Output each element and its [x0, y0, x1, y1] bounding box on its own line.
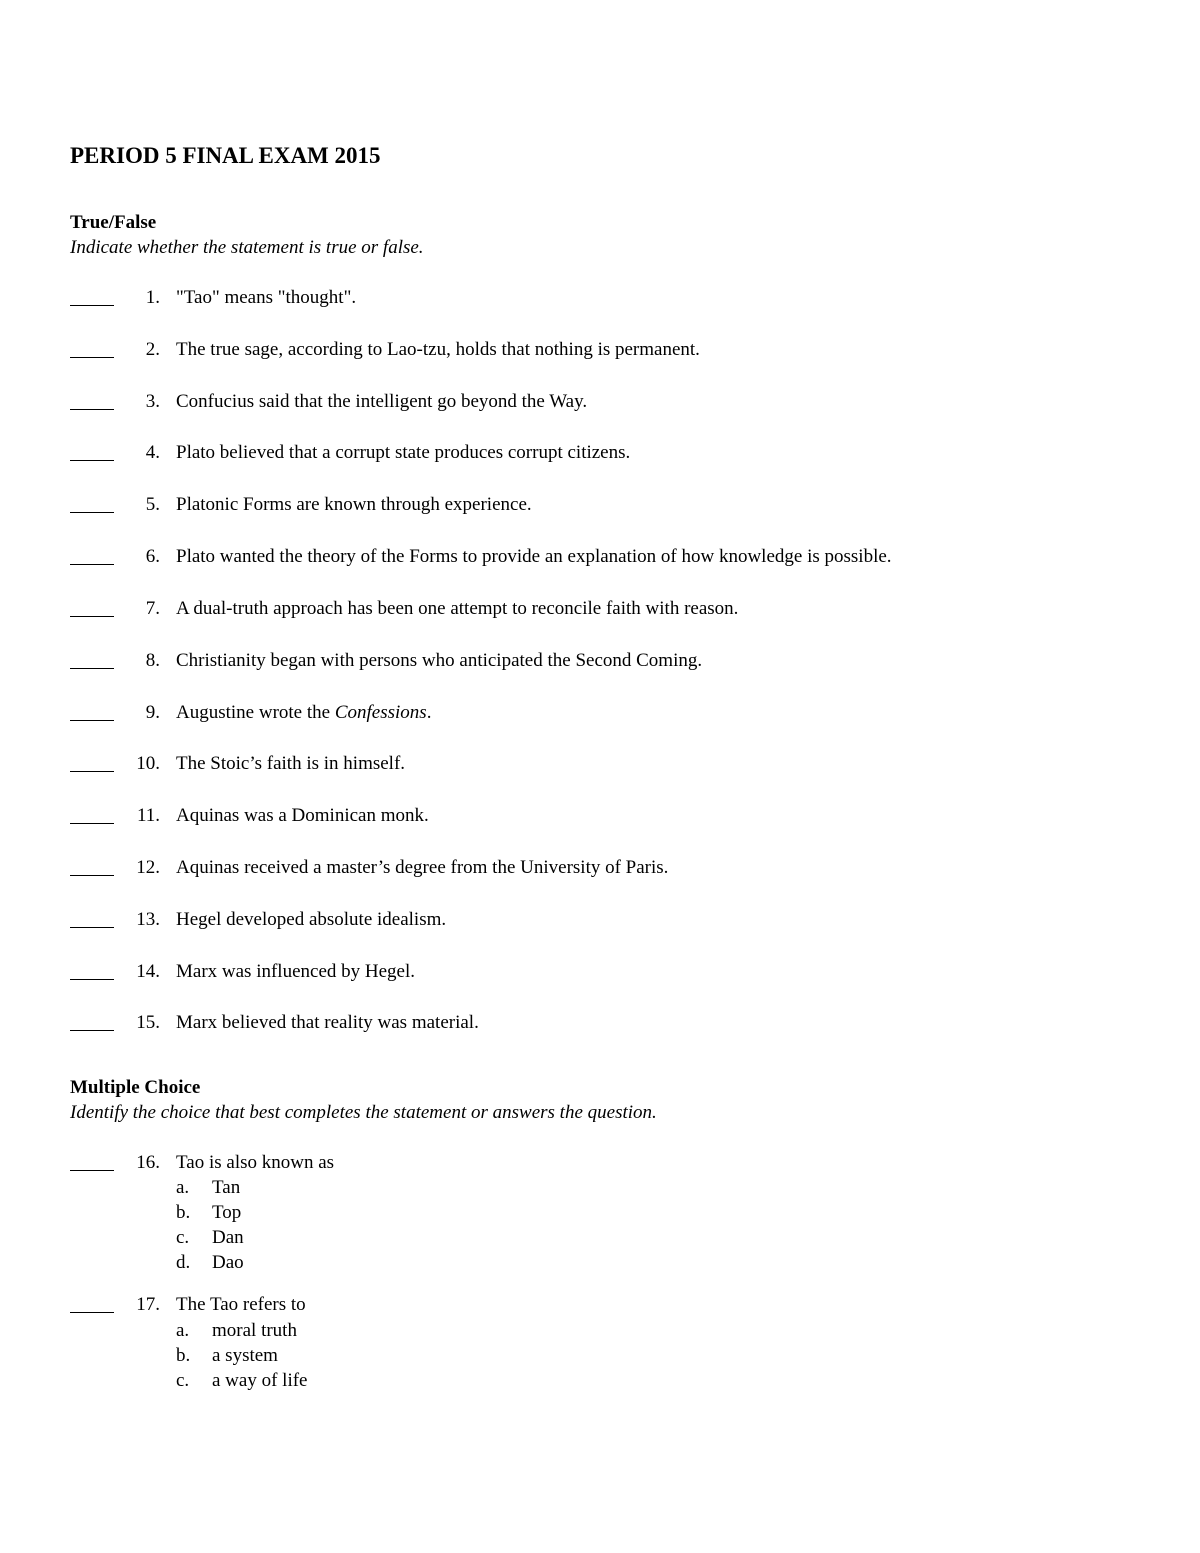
question-number: 16. — [136, 1152, 160, 1173]
answer-blank[interactable] — [70, 305, 114, 306]
question-text: Christianity began with persons who anticipated the Second Coming. — [176, 650, 703, 671]
question-number: 2. — [145, 339, 160, 360]
question-number: 5. — [145, 494, 160, 515]
option-text: Dao — [212, 1252, 244, 1273]
answer-blank[interactable] — [70, 616, 114, 617]
question-text: Marx believed that reality was material. — [176, 1012, 479, 1033]
option-letter: d. — [176, 1252, 191, 1273]
option-text: moral truth — [212, 1320, 297, 1341]
answer-blank[interactable] — [70, 357, 114, 358]
question-text: Aquinas was a Dominican monk. — [176, 805, 429, 826]
answer-blank[interactable] — [70, 460, 114, 461]
option-letter: b. — [176, 1345, 191, 1366]
answer-blank[interactable] — [70, 668, 114, 669]
question-number: 6. — [145, 546, 160, 567]
question-text: The Stoic’s faith is in himself. — [176, 753, 406, 774]
option-text: Dan — [212, 1227, 244, 1248]
question-text: Confucius said that the intelligent go beyond the Way. — [176, 391, 588, 412]
question-text-end: . — [426, 702, 432, 723]
answer-blank[interactable] — [70, 771, 114, 772]
question-number: 7. — [145, 598, 160, 619]
answer-blank[interactable] — [70, 875, 114, 876]
question-number: 10. — [136, 753, 160, 774]
question-text: "Tao" means "thought". — [176, 287, 357, 308]
answer-blank[interactable] — [70, 512, 114, 513]
answer-blank[interactable] — [70, 927, 114, 928]
question-text — [176, 701, 431, 725]
option-letter: a. — [176, 1320, 190, 1341]
question-text: Hegel developed absolute idealism. — [176, 909, 447, 930]
question-text: Platonic Forms are known through experience. — [176, 494, 532, 515]
question-number: 13. — [136, 909, 160, 930]
option-text: a way of life — [212, 1370, 308, 1391]
option-letter: a. — [176, 1177, 190, 1198]
question-number: 15. — [136, 1012, 160, 1033]
question-number: 14. — [136, 961, 160, 982]
question-text: Aquinas received a master’s degree from the University of Paris. — [176, 857, 669, 878]
true-false-instructions: Indicate whether the statement is true or false. — [70, 237, 424, 258]
question-number: 17. — [136, 1294, 160, 1315]
book-title: Confessions — [334, 702, 427, 723]
answer-blank[interactable] — [70, 720, 114, 721]
multiple-choice-heading: Multiple Choice — [70, 1077, 201, 1098]
question-text: Tao is also known as — [176, 1152, 335, 1173]
option-text: Top — [212, 1202, 242, 1223]
question-number: 3. — [145, 391, 160, 412]
question-text-start: Augustine wrote the — [176, 702, 335, 723]
question-text: A dual-truth approach has been one attempt to reconcile faith with reason. — [176, 598, 739, 619]
answer-blank[interactable] — [70, 564, 114, 565]
question-number: 1. — [145, 287, 160, 308]
option-letter: c. — [176, 1370, 190, 1391]
question-number: 12. — [136, 857, 160, 878]
question-number: 4. — [145, 442, 160, 463]
answer-blank[interactable] — [70, 409, 114, 410]
question-number: 9. — [145, 702, 160, 723]
question-number: 8. — [145, 650, 160, 671]
option-text: Tan — [212, 1177, 241, 1198]
multiple-choice-instructions: Identify the choice that best completes the statement or answers the question. — [70, 1102, 657, 1123]
question-text: The true sage, according to Lao-tzu, holds that nothing is permanent. — [176, 339, 700, 360]
answer-blank[interactable] — [70, 1312, 114, 1313]
answer-blank[interactable] — [70, 979, 114, 980]
answer-blank[interactable] — [70, 1170, 114, 1171]
option-letter: c. — [176, 1227, 190, 1248]
question-number: 11. — [136, 805, 160, 826]
question-text: The Tao refers to — [176, 1294, 306, 1315]
question-text: Plato wanted the theory of the Forms to provide an explanation of how knowledge is possible. — [176, 546, 892, 567]
question-text: Plato believed that a corrupt state produces corrupt citizens. — [176, 442, 631, 463]
answer-blank[interactable] — [70, 1030, 114, 1031]
exam-title: PERIOD 5 FINAL EXAM 2015 — [70, 143, 381, 168]
question-text: Marx was influenced by Hegel. — [176, 961, 416, 982]
true-false-heading: True/False — [70, 212, 157, 233]
option-letter: b. — [176, 1202, 191, 1223]
answer-blank[interactable] — [70, 823, 114, 824]
option-text: a system — [212, 1345, 278, 1366]
